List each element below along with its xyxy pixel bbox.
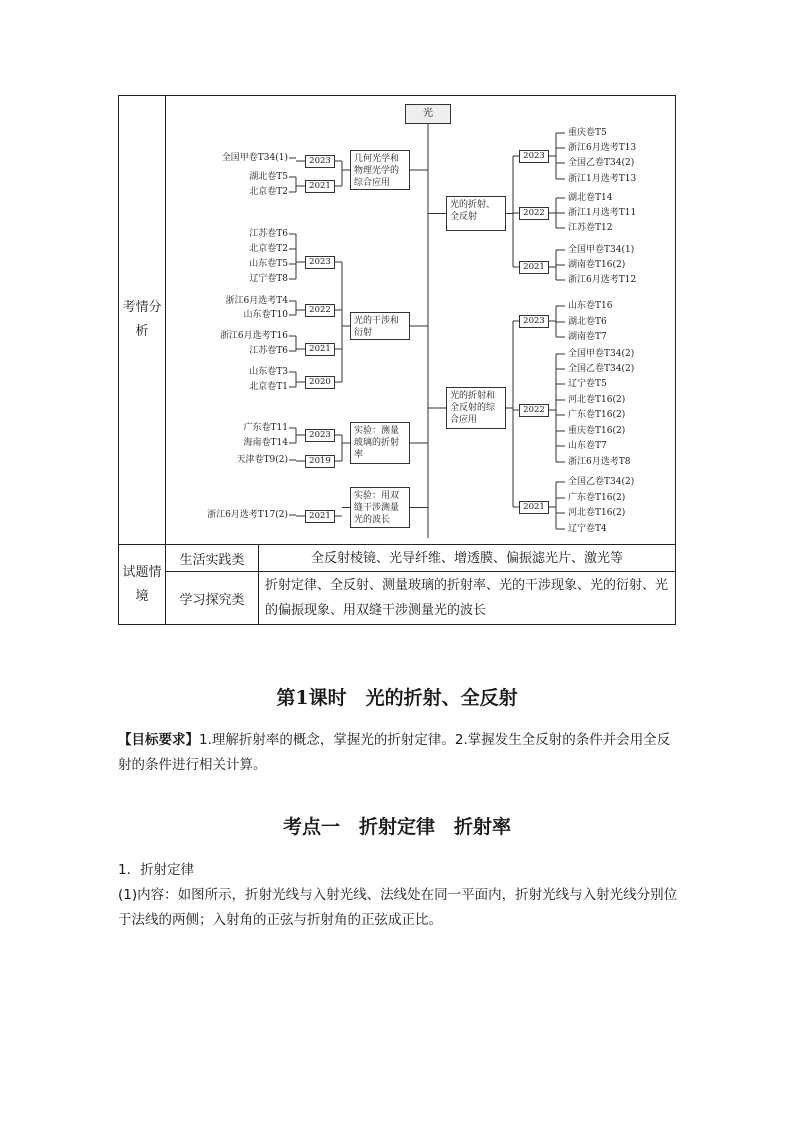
left-exam-item: 浙江6月选考T4 bbox=[225, 296, 288, 306]
left-exam-item: 山东卷T10 bbox=[243, 310, 288, 320]
left-year-badge: 2019 bbox=[305, 455, 335, 468]
left-exam-item: 江苏卷T6 bbox=[249, 229, 288, 239]
right-exam-item: 全国甲卷T34(1) bbox=[568, 245, 635, 255]
left-exam-item: 山东卷T3 bbox=[249, 367, 288, 377]
goal-label: 【目标要求】 bbox=[118, 732, 199, 748]
left-year-badge: 2020 bbox=[305, 376, 335, 389]
right-exam-item: 山东卷T7 bbox=[568, 441, 607, 451]
row-label-analysis: 考情分析 bbox=[119, 96, 166, 545]
left-exam-item: 海南卷T14 bbox=[243, 438, 288, 448]
right-exam-item: 辽宁卷T5 bbox=[568, 379, 607, 389]
exam-analysis-table bbox=[118, 95, 676, 625]
right-exam-item: 江苏卷T12 bbox=[568, 223, 613, 233]
left-exam-item: 山东卷T5 bbox=[249, 259, 288, 269]
section-title: 考点一 折射定律 折射率 bbox=[282, 816, 511, 838]
row-label-context: 试题情境 bbox=[119, 545, 166, 625]
left-exam-item: 北京卷T2 bbox=[249, 244, 288, 254]
knowledge-map-cell bbox=[166, 96, 676, 545]
right-exam-item: 重庆卷T5 bbox=[568, 128, 607, 138]
item-1-content: (1)内容：如图所示，折射光线与入射光线、法线处在同一平面内，折射光线与入射光线分别位于法线的两侧；入射角的正弦与折射角的正弦成正比。 bbox=[118, 887, 678, 928]
right-exam-item: 全国乙卷T34(2) bbox=[568, 364, 635, 374]
goal-text: 1.理解折射率的概念，掌握光的折射定律。2.掌握发生全反射的条件并会用全反射的条件进行相关计算。 bbox=[118, 732, 671, 773]
left-exam-item: 北京卷T1 bbox=[249, 382, 288, 392]
right-exam-item: 湖北卷T14 bbox=[568, 193, 613, 203]
right-exam-item: 浙江6月选考T8 bbox=[568, 457, 631, 467]
left-exam-item: 浙江6月选考T16 bbox=[219, 331, 288, 341]
left-exam-item: 全国甲卷T34(1) bbox=[221, 153, 288, 163]
left-year-badge: 2022 bbox=[305, 304, 335, 317]
right-exam-item: 浙江1月选考T13 bbox=[568, 174, 637, 184]
left-exam-item: 辽宁卷T8 bbox=[249, 274, 288, 284]
left-exam-item: 湖北卷T5 bbox=[249, 172, 288, 182]
right-exam-item: 湖北卷T6 bbox=[568, 317, 607, 327]
right-exam-item: 浙江1月选考T11 bbox=[568, 208, 637, 218]
left-topic-box: 实验：测量玻璃的折射率 bbox=[350, 422, 410, 464]
left-exam-item: 广东卷T11 bbox=[243, 423, 288, 433]
right-exam-item: 湖南卷T16(2) bbox=[568, 260, 626, 270]
right-exam-item: 辽宁卷T4 bbox=[568, 524, 607, 534]
right-year-badge: 2023 bbox=[519, 150, 549, 163]
left-exam-item: 天津卷T9(2) bbox=[236, 455, 288, 465]
left-year-badge: 2021 bbox=[305, 180, 335, 193]
right-exam-item: 湖南卷T7 bbox=[568, 332, 607, 342]
right-exam-item: 广东卷T16(2) bbox=[568, 493, 626, 503]
right-exam-item: 全国甲卷T34(2) bbox=[568, 349, 635, 359]
right-exam-item: 山东卷T16 bbox=[568, 301, 613, 311]
left-topic-box: 光的干涉和衍射 bbox=[350, 312, 410, 340]
right-exam-item: 河北卷T16(2) bbox=[568, 508, 626, 518]
category-content-study: 折射定律、全反射、测量玻璃的折射率、光的干涉现象、光的衍射、光的偏振现象、用双缝干涉测量光的波长 bbox=[259, 572, 676, 625]
right-topic-box: 光的折射和全反射的综合应用 bbox=[446, 387, 506, 429]
left-year-badge: 2021 bbox=[305, 510, 335, 523]
right-exam-item: 全国乙卷T34(2) bbox=[568, 477, 635, 487]
item-1-heading: 1．折射定律 bbox=[118, 862, 195, 878]
left-exam-item: 江苏卷T6 bbox=[249, 346, 288, 356]
left-year-badge: 2023 bbox=[305, 429, 335, 442]
left-topic-box: 实验：用双缝干涉测量光的波长 bbox=[350, 487, 410, 528]
right-year-badge: 2022 bbox=[519, 207, 549, 220]
root-node-guang: 光 bbox=[405, 104, 451, 124]
category-name-study: 学习探究类 bbox=[166, 572, 259, 625]
right-topic-box: 光的折射、全反射 bbox=[446, 196, 506, 231]
right-exam-item: 全国乙卷T34(2) bbox=[568, 158, 635, 168]
left-year-badge: 2021 bbox=[305, 343, 335, 356]
right-exam-item: 重庆卷T16(2) bbox=[568, 426, 626, 436]
lesson-title: 第1课时 光的折射、全反射 bbox=[276, 687, 518, 709]
category-name-life: 生活实践类 bbox=[166, 545, 259, 572]
right-year-badge: 2021 bbox=[519, 261, 549, 274]
left-topic-box: 几何光学和物理光学的综合应用 bbox=[350, 150, 410, 190]
right-year-badge: 2022 bbox=[519, 404, 549, 417]
right-exam-item: 广东卷T16(2) bbox=[568, 410, 626, 420]
left-exam-item: 北京卷T2 bbox=[249, 187, 288, 197]
left-year-badge: 2023 bbox=[305, 155, 335, 168]
right-exam-item: 浙江6月选考T13 bbox=[568, 143, 637, 153]
left-year-badge: 2023 bbox=[305, 256, 335, 269]
right-exam-item: 浙江6月选考T12 bbox=[568, 275, 637, 285]
right-year-badge: 2021 bbox=[519, 501, 549, 514]
left-exam-item: 浙江6月选考T17(2) bbox=[207, 510, 288, 520]
right-year-badge: 2023 bbox=[519, 315, 549, 328]
category-content-life: 全反射棱镜、光导纤维、增透膜、偏振滤光片、激光等 bbox=[259, 545, 676, 572]
goal-paragraph bbox=[118, 728, 678, 778]
right-exam-item: 河北卷T16(2) bbox=[568, 395, 626, 405]
